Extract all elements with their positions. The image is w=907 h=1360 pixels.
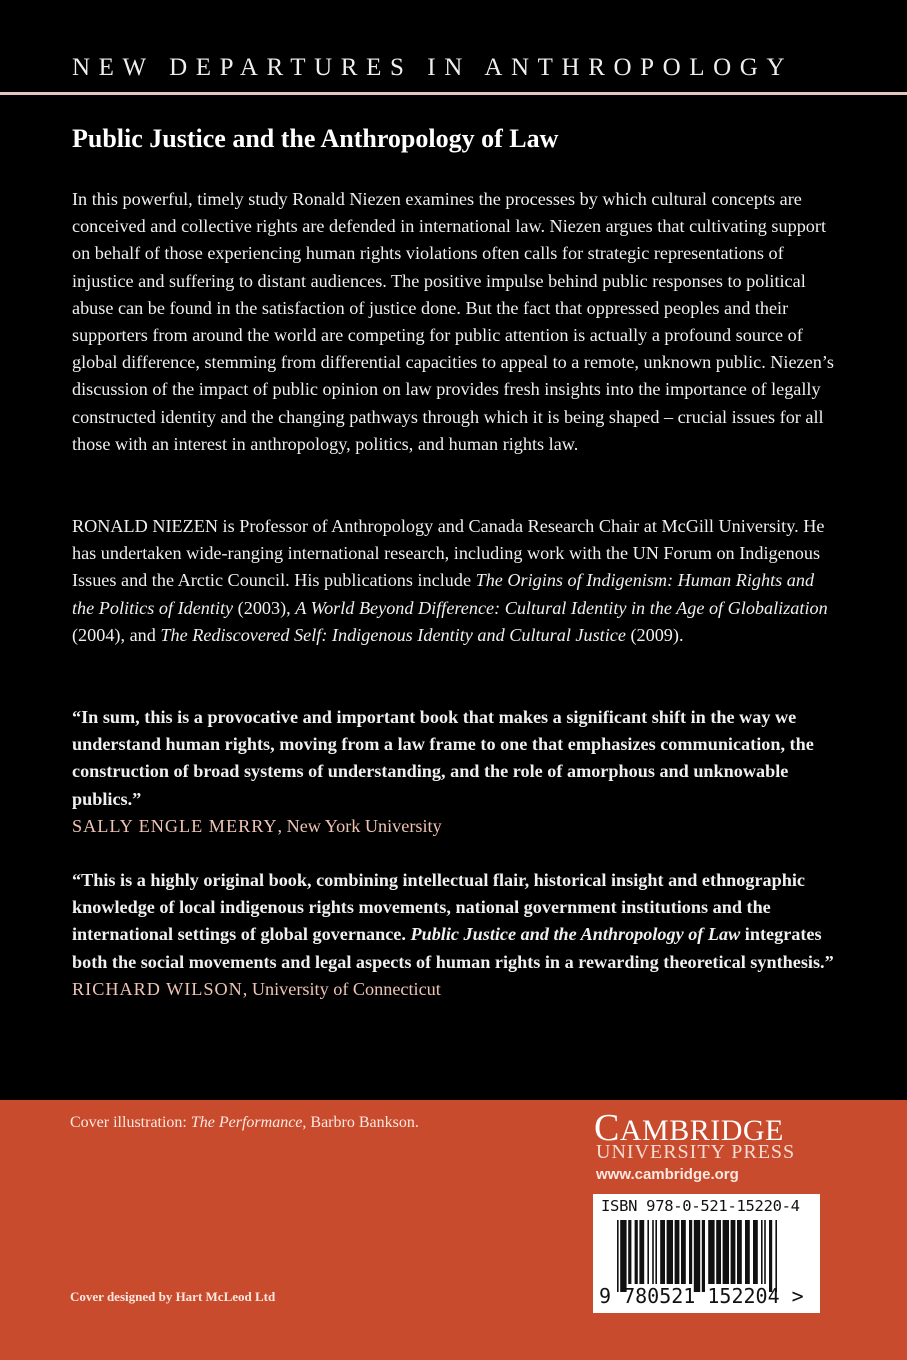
publisher-subtitle: UNIVERSITY PRESS (596, 1141, 796, 1163)
credit-prefix: Cover illustration: (70, 1114, 191, 1131)
credit-title: The Performance (190, 1114, 303, 1131)
barcode-bar (708, 1220, 714, 1284)
barcode-bar (620, 1220, 626, 1292)
barcode-bar (745, 1220, 750, 1284)
quote-text (72, 707, 814, 809)
cover-designer-credit: Cover designed by Hart McLeod Ltd (70, 1289, 276, 1304)
italic-title: Public Justice and the Anthropology of Law (410, 924, 741, 945)
attribution-name: RICHARD WILSON (72, 978, 243, 999)
quote-1 (72, 704, 838, 840)
barcode-bar (775, 1220, 777, 1292)
barcode-bar (694, 1220, 700, 1292)
barcode-bar (761, 1220, 763, 1284)
text-segment: “This is a highly original book, combining intellectual flair, historical insight and ethnographic knowledge of local indigenous rights movements, national government institutions and the international settings of global governance. (72, 870, 806, 945)
barcode-bar (731, 1220, 736, 1284)
barcode-bar (655, 1220, 657, 1284)
book-title: Public Justice and the Anthropology of Law (72, 124, 559, 153)
attribution-affiliation: , University of Connecticut (242, 978, 441, 999)
barcode-bar (635, 1220, 638, 1284)
text-segment: integrates both the social movements and legal aspects of human rights in a rewarding theoretical synthesis.” (72, 924, 834, 972)
ean-digits: 9 780521 152204 > (599, 1284, 804, 1308)
isbn-barcode (593, 1194, 820, 1313)
barcode-bar (647, 1220, 649, 1284)
barcode-bar (769, 1220, 772, 1292)
cover-illustration-credit (70, 1114, 419, 1132)
text-segment: (2003), (233, 597, 296, 618)
quote-2 (72, 867, 838, 1003)
barcode-bar (667, 1220, 673, 1284)
attribution-affiliation: , New York University (277, 815, 442, 836)
barcode-bar (628, 1220, 631, 1284)
barcode-bar (753, 1220, 758, 1284)
barcode-bar (617, 1220, 619, 1292)
barcode-bar (737, 1220, 742, 1284)
publisher-website: www.cambridge.org (596, 1166, 739, 1183)
text-segment: (2009). (625, 624, 684, 645)
barcode-bar (681, 1220, 686, 1284)
italic-title: The Origins of Indigenism: Human Rights and the Politics of Identity (72, 570, 815, 618)
series-title: NEW DEPARTURES IN ANTHROPOLOGY (72, 54, 794, 81)
attribution-name: SALLY ENGLE MERRY (72, 815, 278, 836)
barcode-bar (764, 1220, 766, 1284)
barcode-bar (639, 1220, 644, 1284)
text-segment: “In sum, this is a provocative and important book that makes a significant shift in the way we understand human rights, moving from a law frame to one that emphasizes communication, the construction of broad systems of understanding, and the role of amorphous and unknowable publics.” (72, 707, 814, 809)
italic-title: The Rediscovered Self: Indigenous Identity and Cultural Justice (160, 624, 626, 645)
italic-title: A World Beyond Difference: Cultural Identity in the Age of Globalization (295, 597, 828, 618)
barcode-bar (675, 1220, 680, 1284)
barcode-bar (716, 1220, 721, 1284)
quote-attribution (72, 813, 838, 840)
publisher-name: AMBRIDGE (619, 1114, 784, 1147)
barcode-bars (617, 1220, 797, 1292)
description: In this powerful, timely study Ronald Niezen examines the processes by which cultural concepts are conceived and collective rights are defended in international law. Niezen argues that cultivating support on behalf of those experiencing human rights violations often calls for strategic representations of injustice and suffering to distant audiences. The positive impulse behind public responses to political abuse can be found in the satisfaction of justice done. But the fact that oppressed peoples and their supporters from around the world are competing for public attention is actually a profound source of global difference, stemming from differential capacities to appeal to a remote, unknown public. Niezen’s discussion of the impact of public opinion on law provides fresh insights into the importance of legally constructed identity and the changing pathways through which it is being shaped – crucial issues for all those with an interest in anthropology, politics, and human rights law. (72, 189, 834, 454)
header-rule (0, 92, 907, 95)
author-bio (72, 513, 838, 649)
isbn-text: ISBN 978-0-521-15220-4 (601, 1197, 800, 1215)
barcode-bar (689, 1220, 692, 1284)
text-segment: RONALD NIEZEN is Professor of Anthropology and Canada Research Chair at McGill University. He has undertaken wide-ranging international research, including work with the UN Forum on Indigenous Issues and the Arctic Council. His publications include (72, 516, 825, 591)
credit-suffix: , Barbro Bankson. (302, 1114, 419, 1131)
text-segment: (2004), and (72, 624, 161, 645)
barcode-bar (702, 1220, 705, 1292)
quote-text (72, 870, 834, 972)
barcode-bar (723, 1220, 729, 1284)
publisher-initial: C (594, 1107, 620, 1149)
quote-attribution (72, 976, 838, 1003)
barcode-bar (660, 1220, 665, 1284)
barcode-bar (652, 1220, 654, 1284)
